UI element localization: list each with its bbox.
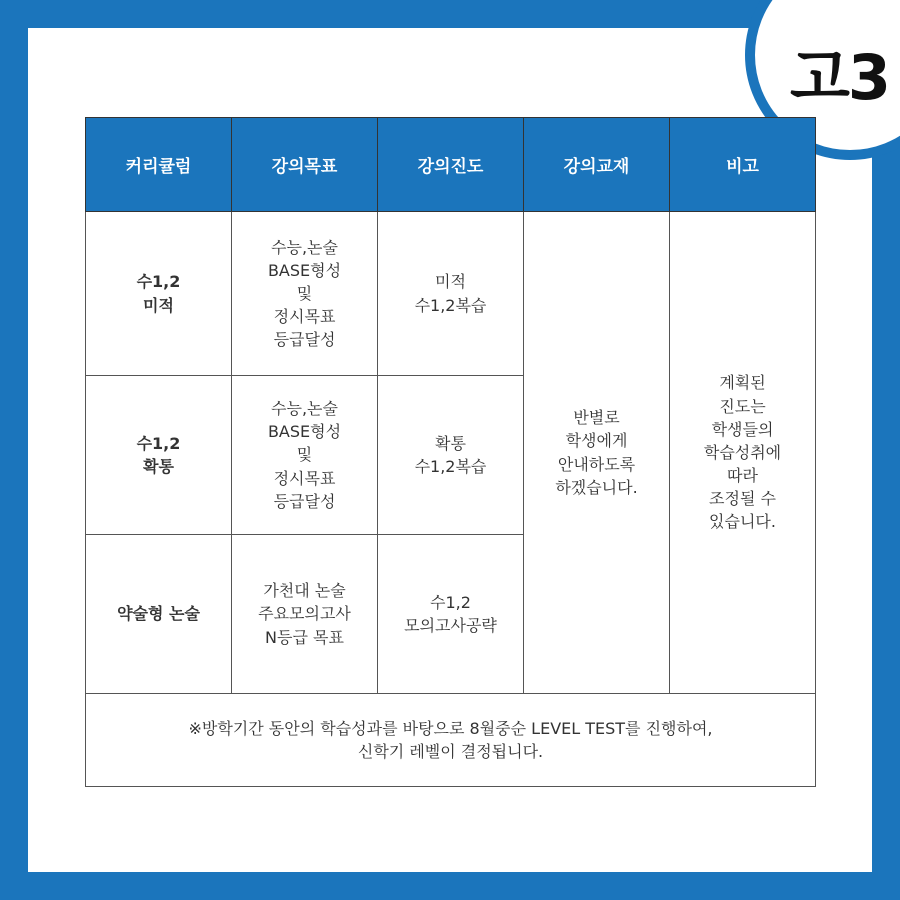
curriculum-cell: 수1,2 확통 [86,376,232,535]
curriculum-table [85,117,816,787]
progress-cell: 확통 수1,2복습 [378,376,524,535]
grade-badge-label: 고3 [790,41,890,114]
goal-cell: 가천대 논술 주요모의고사 N등급 목표 [232,535,378,694]
remarks-cell: 계획된 진도는 학생들의 학습성취에 따라 조정될 수 있습니다. [670,212,816,694]
textbook-cell: 반별로 학생에게 안내하도록 하겠습니다. [524,212,670,694]
header-curriculum: 커리큘럼 [86,118,232,212]
table-header-row [86,118,816,212]
goal-cell: 수능,논술 BASE형성 및 정시목표 등급달성 [232,212,378,376]
header-progress: 강의진도 [378,118,524,212]
header-remarks: 비고 [670,118,816,212]
goal-cell: 수능,논술 BASE형성 및 정시목표 등급달성 [232,376,378,535]
header-textbook: 강의교재 [524,118,670,212]
curriculum-cell: 수1,2 미적 [86,212,232,376]
table-row [86,212,816,376]
footnote-row [86,694,816,787]
header-goal: 강의목표 [232,118,378,212]
progress-cell: 수1,2 모의고사공략 [378,535,524,694]
progress-cell: 미적 수1,2복습 [378,212,524,376]
curriculum-cell: 약술형 논술 [86,535,232,694]
footnote: ※방학기간 동안의 학습성과를 바탕으로 8월중순 LEVEL TEST를 진행하여, 신학기 레벨이 결정됩니다. [86,694,816,787]
